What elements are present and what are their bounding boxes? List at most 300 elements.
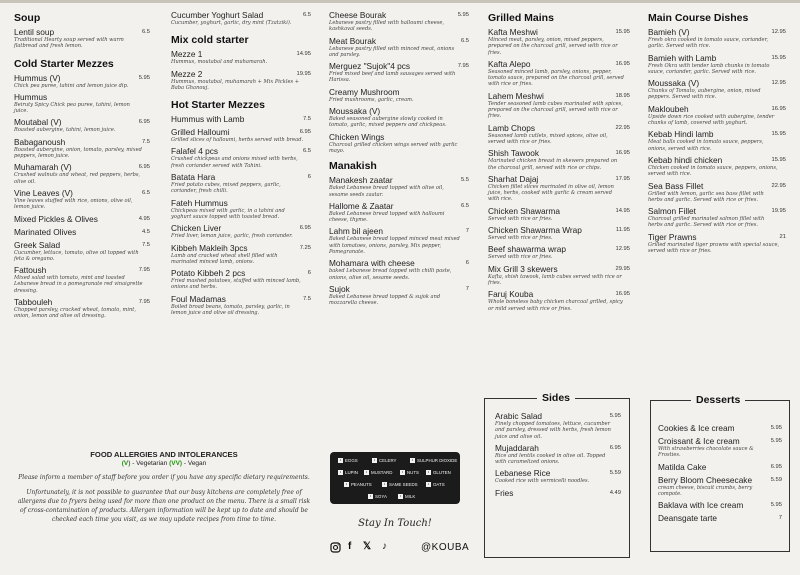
item-name: Tiger Prawns — [648, 231, 697, 242]
item-name: Kafta Meshwi — [488, 27, 538, 37]
item-price: 4.5 — [141, 228, 150, 235]
item-price: 6.95 — [299, 129, 311, 136]
item-price: 17.95 — [615, 175, 630, 182]
item-name: Hummus — [14, 91, 48, 102]
allergen-celery: • CELERY — [373, 458, 397, 463]
column-5 — [648, 10, 786, 257]
item-price: 5.95 — [770, 425, 782, 431]
item-price: 15.95 — [771, 54, 786, 61]
item-name: Fries — [495, 487, 514, 498]
menu-item-mohamara-with-cheese — [329, 258, 469, 281]
section-title-sides: Sides — [537, 392, 575, 404]
menu-item-faruj-kouba — [488, 289, 630, 312]
item-name: Merguez "Sujok"4 pcs — [329, 61, 411, 72]
item-price: 5.5 — [460, 177, 469, 184]
item-description: Upside down rice cooked with aubergine, tender chunks of lamb, covered with yoghurt. — [648, 113, 775, 127]
nuts-icon: • — [401, 470, 404, 475]
item-description: Boiled broad beans, tomato, parsley, garlic, in lemon juice and olive oil dressing. — [171, 303, 290, 317]
menu-item-arabic-salad — [495, 411, 621, 440]
item-name: Kebab Hindi lamb — [648, 129, 714, 140]
item-description: Beiruty Spicy Chick pea puree, tahini, lemon juice. — [14, 101, 130, 115]
item-name: Sujok — [329, 283, 350, 294]
item-price: 7.5 — [302, 295, 311, 302]
menu-item-marinated-olives — [14, 227, 150, 237]
item-price: 6 — [307, 270, 311, 277]
item-name: Fattoush — [14, 265, 47, 276]
item-price: 6.5 — [460, 37, 469, 44]
item-description: Baked seasoned aubergine slowly cooked in tomato, garlic, mixed peppers and chickpeas. — [329, 116, 447, 129]
column-3 — [329, 10, 469, 310]
item-description: Chopped parsley, cracked wheat, tomato, mint, onion, lemon and olive oil dressing. — [14, 307, 136, 320]
item-name: Cucumber Yoghurt Salad — [171, 10, 264, 20]
sides-box — [484, 392, 630, 558]
item-description: Fried potato cubes, mixed peppers, garlic, coriander, fresh chilli. — [171, 182, 281, 195]
item-price: 7.95 — [138, 267, 150, 274]
item-name: Meat Bourak — [329, 35, 377, 46]
egg-icon: • — [339, 458, 342, 463]
item-description: Seasoned lamb cutlets, mixed spices, olive oil, served with rice or fries. — [488, 132, 608, 145]
item-price: 19.95 — [296, 70, 311, 77]
item-description: Fried liver, lemon juice, garlic, fresh coriander. — [171, 233, 293, 240]
item-name: Deansgate tarte — [658, 513, 718, 524]
item-description: baked Lebanese bread topped with chilli paste, onions, olive oil, sesame seeds. — [329, 268, 452, 281]
allergen-milk: • MILK — [399, 494, 416, 499]
menu-item-moussaka-v — [648, 78, 786, 101]
item-name: Matilda Cake — [658, 461, 707, 472]
menu-item-tabbouleh — [14, 297, 150, 320]
item-price: 14.95 — [615, 207, 630, 214]
item-price: 7.5 — [141, 241, 150, 248]
item-price: 4.49 — [609, 489, 621, 496]
menu-item-fries — [495, 488, 621, 498]
menu-item-mezze-1 — [171, 49, 311, 65]
menu-item-kafta-meshwi — [488, 27, 630, 56]
mustard-icon: • — [365, 470, 368, 475]
item-description: Chicken fillet slices marinated in olive oil, lemon juice, herbs, cooked with garlic & cream served with rice. — [488, 183, 614, 203]
item-price: 15.95 — [771, 131, 786, 138]
item-description: Served with rice or fries. — [488, 254, 553, 261]
item-description: Lamb and cracked wheat shell filled with marinated minced lamb, onions. — [171, 252, 278, 265]
item-price: 29.95 — [615, 265, 630, 272]
stay-in-touch: Stay In Touch! — [358, 518, 432, 529]
item-description: Hummus, moutabal, muhamarah + Mix Pickles + Baba Ghanouj. — [171, 78, 299, 91]
allergen-lupin: • LUPIN — [339, 470, 358, 475]
item-name: Mix Grill 3 skewers — [488, 263, 558, 274]
menu-item-hummus-with-lamb — [171, 114, 311, 124]
item-price: 14.95 — [296, 51, 311, 58]
menu-item-cookies-ice-cream — [658, 423, 782, 433]
menu-item-lahem-meshwi — [488, 91, 630, 120]
item-description: Roasted aubergine, tahini, lemon juice. — [14, 127, 116, 134]
item-price: 6 — [307, 174, 311, 181]
menu-item-salmon-fillet — [648, 206, 786, 229]
desserts-box — [650, 394, 790, 552]
allergen-soya: • SOYA — [369, 494, 387, 499]
section-title-main-course: Main Course Dishes — [648, 12, 749, 24]
menu-item-sharhat-dajaj — [488, 174, 630, 203]
item-price: 7 — [778, 515, 782, 522]
menu-item-bamieh-v — [648, 27, 786, 50]
item-description: Whole boneless baby chicken charcoal grilled, spicy or mild served with rice or fries. — [488, 299, 623, 312]
section-title-desserts: Desserts — [691, 394, 745, 406]
menu-item-kafta-alepo — [488, 59, 630, 88]
item-price: 5.59 — [609, 470, 621, 477]
section-title-manakish: Manakish — [329, 160, 377, 173]
menu-item-matilda-cake — [658, 462, 782, 472]
item-price: 19.95 — [771, 208, 786, 215]
menu-item-cucumber-yoghurt-salad — [171, 10, 311, 26]
social-handle[interactable]: @KOUBA — [421, 542, 470, 553]
item-price: 5.59 — [770, 476, 782, 483]
menu-item-fattoush — [14, 265, 150, 294]
item-description: With strawberries chocolate sauce & Frosties. — [658, 446, 754, 459]
item-name: Fateh Hummus — [171, 197, 228, 208]
item-price: 6.95 — [138, 164, 150, 171]
item-name: Greek Salad — [14, 239, 61, 250]
menu-item-foul-madamas — [171, 294, 311, 317]
allergen-peanuts: • PEANUTS — [345, 482, 372, 487]
item-description: Mixed salad with tomato, mint and toasted Lebanese bread in a pomegranate red vinaigrette dressing. — [14, 275, 143, 294]
item-name: Faruj Kouba — [488, 289, 534, 300]
item-price: 11.95 — [615, 227, 630, 234]
gluten-icon: • — [427, 470, 430, 475]
item-description: Served with rice or fries. — [488, 235, 553, 242]
item-name: Lentil soup — [14, 27, 55, 37]
item-price: 21 — [779, 233, 786, 240]
celery-icon: • — [373, 458, 376, 463]
menu-item-mujaddarah — [495, 443, 621, 466]
vegetarian-label: - Vegetarian — [130, 460, 170, 467]
oats-icon: • — [427, 482, 430, 487]
menu-item-muhamarah-v — [14, 162, 150, 185]
item-description: Charcoal grilled marinated salmon fillet with herbs and garlic. Served with rice or fries. — [648, 216, 765, 229]
item-description: Chicken cooked in tomato sauce, peppers, onions, served with rice. — [648, 164, 778, 178]
item-name: Babaganoush — [14, 136, 66, 147]
item-name: Moussaka (V) — [648, 78, 700, 89]
item-price: 16.95 — [615, 291, 630, 298]
menu-item-chicken-liver — [171, 223, 311, 239]
allergen-same-seeds: • SAME SEEDS — [383, 482, 418, 487]
item-description: Lebanese pastry filled with halloumi cheese, kashkaval seeds. — [329, 20, 445, 33]
item-name: Hummus (V) — [14, 72, 61, 83]
menu-item-berry-bloom-cheesecake — [658, 475, 782, 498]
tiktok-icon[interactable]: ♪ — [382, 541, 387, 552]
section-title-mix-cold: Mix cold starter — [171, 34, 249, 47]
vegan-mark: (VV) — [169, 460, 183, 467]
menu-item-cheese-bourak — [329, 10, 469, 33]
item-name: Tabbouleh — [14, 297, 53, 308]
item-name: Lahem Meshwi — [488, 90, 544, 101]
menu-item-shish-tawook — [488, 148, 630, 171]
item-description: Cucumber, lettuce, tomato, olive oil topped with feta & oregano. — [14, 249, 139, 262]
menu-item-creamy-mushroom — [329, 87, 469, 103]
item-name: Chicken Wings — [329, 131, 385, 142]
menu-item-grilled-halloumi — [171, 127, 311, 143]
item-name: Mohamara with cheese — [329, 258, 415, 269]
item-description: Fresh okra cooked in tomato sauce, coriander, garlic. Served with rice. — [648, 37, 769, 50]
menu-item-chicken-shawarma — [488, 206, 630, 222]
menu-item-lebanese-rice — [495, 468, 621, 484]
item-name: Manakesh zaatar — [329, 175, 393, 186]
menu-item-fateh-hummus — [171, 198, 311, 221]
allergy-title: FOOD ALLERGIES AND INTOLERANCES — [90, 450, 238, 459]
section-title-cold-starters: Cold Starter Mezzes — [14, 57, 114, 70]
item-price: 7.95 — [138, 299, 150, 306]
item-price: 12.95 — [771, 29, 786, 35]
section-title-grilled-mains: Grilled Mains — [488, 12, 554, 24]
column-2 — [171, 10, 311, 319]
allergen-eggs: • EGGS — [339, 458, 358, 463]
item-price: 6.95 — [138, 119, 150, 126]
item-price: 5.95 — [609, 413, 621, 419]
menu-item-babaganoush — [14, 137, 150, 160]
column-1 — [14, 10, 150, 323]
item-description: Fried mixed beef and lamb sausages served with Harissa. — [329, 71, 456, 84]
item-description: Traditional Hearty soup served with warm flatbread and fresh lemon. — [14, 37, 124, 50]
item-name: Salmon Fillet — [648, 206, 696, 217]
item-price: 7.5 — [141, 138, 150, 145]
menu-item-lamb-chops — [488, 123, 630, 146]
item-description: Fried mushrooms, garlic, cream. — [329, 96, 414, 103]
item-name: Croissant & Ice cream — [658, 436, 740, 446]
item-name: Hallome & Zaatar — [329, 200, 394, 211]
allergen-mustard: • MUSTARD — [365, 470, 393, 475]
item-price: 16.95 — [615, 60, 630, 67]
item-description: Rice and lentils cooked in olive oil. Topped with caramelized onions. — [495, 452, 606, 466]
item-price: 6.5 — [302, 148, 311, 155]
menu-item-hummus — [14, 92, 150, 115]
menu-item-lahm-bil-ajeen — [329, 226, 469, 255]
menu-item-sujok — [329, 284, 469, 307]
item-description: Meat balls cooked in tomato sauce, peppers, onions, served with rice. — [648, 139, 764, 152]
item-name: Arabic Salad — [495, 411, 543, 421]
item-description: Chunks of Tomato, aubergine, onion, mixed peppers. Served with rice. — [648, 88, 761, 101]
menu-item-hallome-zaatar — [329, 201, 469, 224]
menu-item-batata-hara — [171, 172, 311, 195]
menu-item-potato-kibbeh-2-pcs — [171, 268, 311, 291]
item-name: Cookies & Ice cream — [658, 423, 735, 433]
item-price: 5.95 — [770, 502, 782, 509]
allergy-paragraph-1: Please inform a member of staff before you order if you have any specific dietary requirements. — [18, 474, 310, 481]
peanut-icon: • — [345, 482, 348, 487]
menu-item-chicken-shawarma-wrap — [488, 225, 630, 241]
section-title-hot-starters: Hot Starter Mezzes — [171, 99, 265, 112]
top-divider — [0, 0, 800, 3]
item-description: Cucumber, yoghurt, garlic, dry mint (Tzatziki). — [171, 20, 292, 26]
item-price: 6.5 — [460, 202, 469, 209]
instagram-icon[interactable] — [330, 542, 341, 556]
item-description: Grilled with lemon, garlic sea bass fillet with herbs and garlic. Served with rice or fries. — [648, 190, 764, 203]
item-description: Crushed chickpeas and onions mixed with herbs, fresh coriander served with Tahini. — [171, 156, 298, 169]
menu-item-moutabal-v — [14, 117, 150, 133]
item-description: Marinated chicken breast in skewers prepared on the charcoal grill, served with rice or chips. — [488, 158, 618, 171]
item-description: Crushed walnuts and wheat, red peppers, herbs, olive oil. — [14, 172, 141, 185]
item-price: 6 — [465, 260, 469, 267]
item-price: 6.95 — [770, 463, 782, 470]
item-price: 7 — [465, 228, 469, 235]
allergen-sulphur: • SULPHUR DIOXIDE — [411, 458, 458, 463]
item-price: 12.95 — [615, 246, 630, 253]
allergen-legend — [330, 452, 460, 504]
item-name: Bamieh with Lamb — [648, 52, 717, 63]
item-description: Cooked rice with vermicelli noodles. — [495, 478, 590, 485]
facebook-icon[interactable]: f — [348, 541, 352, 552]
seeds-icon: • — [383, 482, 386, 487]
item-description: Vine leaves stuffed with rice, onions, olive oil, lemon juice. — [14, 197, 133, 211]
menu-item-mixed-pickles-olives — [14, 214, 150, 224]
vegan-label: - Vegan — [182, 460, 207, 467]
item-name: Chicken Liver — [171, 223, 222, 234]
item-description: Minced meat, parsley, onion, mixed peppers, prepared on the charcoal grill, served with rice or fries. — [488, 37, 618, 56]
menu-item-manakesh-zaatar — [329, 175, 469, 198]
menu-item-kebab-hindi-chicken — [648, 155, 786, 178]
item-description: Fresh Okra with tender lamb chunks in tomato sauce, coriander, garlic. Served with rice. — [648, 62, 770, 75]
allergen-nuts: • NUTS — [401, 470, 419, 475]
item-description: Roasted aubergine, onion, tomato, parsley, mixed peppers, lemon juice. — [14, 146, 142, 160]
menu-item-hummus-v — [14, 73, 150, 89]
item-name: Kibbeh Makleih 3pcs — [171, 242, 248, 253]
item-name: Moutabal (V) — [14, 117, 62, 128]
allergen-gluten: • GLUTEN — [427, 470, 451, 475]
item-description: cream cheese, biscuit crumbs, berry compote. — [658, 484, 753, 497]
menu-item-sea-bass-fillet — [648, 181, 786, 204]
item-name: Berry Bloom Cheesecake — [658, 474, 753, 485]
item-description: Chickpeas mixed with garlic, in a tahini and yoghurt sauce topped with toasted bread. — [171, 207, 285, 220]
item-description: Kafta, shish tawook, lamb cubes served with rice or fries. — [488, 273, 622, 286]
menu-item-greek-salad — [14, 240, 150, 263]
item-name: Foul Madamas — [171, 293, 226, 304]
item-name: Beef shawarma wrap — [488, 244, 566, 255]
item-name: Cheese Bourak — [329, 10, 387, 20]
item-name: Shish Tawook — [488, 148, 540, 159]
item-description: Baked Lebanese bread topped with olive oil, sesame seeds zaatar. — [329, 185, 444, 198]
item-name: Mixed Pickles & Olives — [14, 213, 98, 224]
menu-item-kebab-hindi-lamb — [648, 129, 786, 152]
item-description: Grilled slices of halloumi, herbs served with bread. — [171, 137, 304, 144]
sulphur-icon: • — [411, 458, 414, 463]
item-name: Sea Bass Fillet — [648, 180, 704, 191]
item-description: Charcoal grilled chicken wings served with garlic mayo. — [329, 141, 458, 154]
item-description: Hummus, moutabal and muhamarah. — [171, 59, 268, 66]
milk-icon: • — [399, 494, 402, 499]
item-name: Marinated Olives — [14, 226, 77, 237]
menu-item-lentil-soup — [14, 27, 150, 50]
item-name: Bamieh (V) — [648, 27, 690, 37]
section-title-soup: Soup — [14, 12, 41, 24]
item-name: Sharhat Dajaj — [488, 173, 539, 184]
menu-item-merguez-sujok-4-pcs — [329, 61, 469, 84]
menu-item-croissant-ice-cream — [658, 436, 782, 459]
allergen-oats: • OATS — [427, 482, 445, 487]
menu-item-beef-shawarma-wrap — [488, 244, 630, 260]
menu-item-vine-leaves-v — [14, 188, 150, 211]
item-name: Mezze 1 — [171, 49, 203, 60]
item-price: 6.95 — [299, 225, 311, 232]
item-price: 16.95 — [771, 105, 786, 112]
item-name: Vine Leaves (V) — [14, 187, 73, 198]
menu-item-bamieh-with-lamb — [648, 53, 786, 76]
item-price: 7.25 — [299, 244, 311, 251]
item-price: 18.95 — [615, 92, 630, 99]
item-price: 22.95 — [615, 124, 630, 131]
menu-item-mix-grill-3-skewers — [488, 264, 630, 287]
item-price: 5.95 — [138, 74, 150, 81]
item-name: Kafta Alepo — [488, 58, 531, 69]
item-name: Creamy Mushroom — [329, 86, 400, 97]
soya-icon: • — [369, 494, 372, 499]
item-price: 22.95 — [771, 182, 786, 189]
social-links — [330, 541, 470, 556]
item-description: Lebanese pastry filled with minced meat, onions and parsley. — [329, 45, 455, 58]
item-description: Seasoned minced lamb, parsley, onions, pepper, tomato sauce, prepared on the charcoal grill, served with rice or fries. — [488, 68, 624, 88]
item-price: 7.5 — [302, 116, 311, 123]
item-price: 5.95 — [457, 12, 469, 18]
item-price: 5.95 — [770, 438, 782, 444]
item-price: 6.5 — [302, 12, 311, 18]
item-name: Lebanese Rice — [495, 468, 551, 479]
item-description: Finely chopped tomatoes, lettuce, cucumber and parsley, dressed with herbs, fresh lemon juice and olive oil. — [495, 421, 611, 440]
menu-item-makloubeh — [648, 104, 786, 127]
menu-item-tiger-prawns — [648, 232, 786, 255]
item-description: Fried mashed potatoes, stuffed with minced lamb, onions and herbs. — [171, 278, 301, 291]
menu-item-baklava-with-ice-cream — [658, 500, 782, 510]
item-name: Grilled Halloumi — [171, 127, 230, 138]
item-name: Chicken Shawarma — [488, 205, 560, 216]
item-name: Lahm bil ajeen — [329, 226, 383, 237]
allergy-notice — [14, 450, 314, 524]
item-name: Chicken Shawarma Wrap — [488, 225, 582, 236]
item-price: 16.95 — [615, 150, 630, 157]
item-description: Grilled marinated tiger prawns with special sauce, served with rice or fries. — [648, 241, 780, 255]
column-4 — [488, 10, 630, 315]
item-description: Served with rice or fries. — [488, 215, 553, 222]
item-description: Chick pea puree, tahini and lemon juice dip. — [14, 82, 129, 89]
menu-item-meat-bourak — [329, 36, 469, 59]
item-price: 15.95 — [771, 156, 786, 163]
item-price: 6.95 — [609, 444, 621, 451]
diet-legend — [14, 460, 314, 467]
item-name: Muhamarah (V) — [14, 162, 72, 173]
menu-item-chicken-wings — [329, 132, 469, 155]
menu-item-moussaka-v — [329, 106, 469, 129]
item-price: 4.95 — [138, 215, 150, 222]
menu-item-mezze-2 — [171, 69, 311, 92]
item-price: 6.5 — [141, 189, 150, 196]
item-price: 15.95 — [615, 29, 630, 35]
x-icon[interactable]: 𝕏 — [363, 541, 372, 552]
item-description: Baked Lebanese bread topped minced meat mixed with tomatoes, onions, parsley, Mix pepper, Pomegranate. — [329, 236, 460, 256]
item-name: Mezze 2 — [171, 68, 203, 79]
lupin-icon: • — [339, 470, 342, 475]
allergy-paragraph-2: Unfortunately, it is not possible to guarantee that our busy kitchens are completely free of allergens due to fryers being used for more than one product on the menu. There is a small risk of cross-contamination of products. Allergen information will be kept up to date and should be checked each time you visit, as we may update recipes from time to time. — [17, 489, 311, 523]
item-name: Baklava with Ice cream — [658, 500, 744, 511]
item-name: Potato Kibbeh 2 pcs — [171, 268, 246, 279]
item-price: 12.95 — [771, 80, 786, 87]
menu-item-falafel-4-pcs — [171, 146, 311, 169]
vegetarian-mark: (V) — [121, 460, 131, 467]
item-name: Kebab hindi chicken — [648, 154, 723, 165]
menu-item-kibbeh-makleih-3pcs — [171, 243, 311, 266]
item-name: Hummus with Lamb — [171, 114, 245, 125]
item-name: Falafel 4 pcs — [171, 146, 219, 157]
item-description: Tender seasoned lamb cubes marinated with spices, prepared on the charcoal grill, served with rice or fries. — [488, 100, 623, 120]
item-name: Lamb Chops — [488, 122, 536, 133]
menu-item-deansgate-tarte — [658, 513, 782, 523]
item-description: Baked Lebanese bread topped with halloumi cheese, thyme. — [329, 210, 445, 224]
item-name: Moussaka (V) — [329, 106, 381, 117]
item-description: Baked Lebanese bread topped & sujok and mozzarella cheese. — [329, 293, 441, 307]
item-name: Makloubeh — [648, 103, 689, 114]
